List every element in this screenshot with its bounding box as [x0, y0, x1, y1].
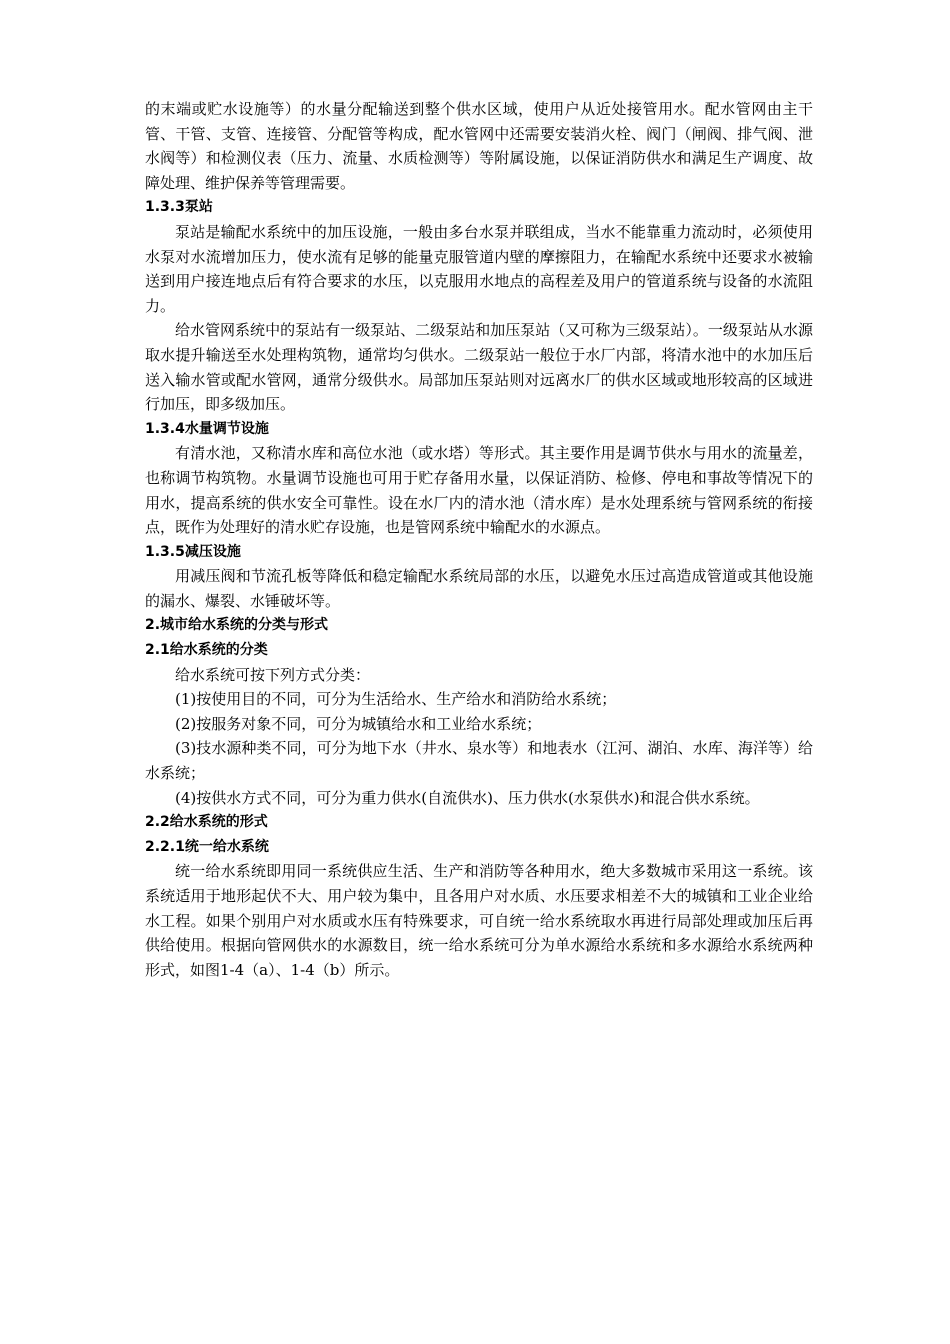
classification-item: (1)按使用目的不同，可分为生活给水、生产给水和消防给水系统；: [175, 690, 617, 709]
classification-item: (4)按供水方式不同，可分为重力供水(自流供水)、压力供水(水泵供水)和混合供水系统。: [175, 788, 760, 807]
section-heading-1-3-5: 1.3.5减压设施: [145, 543, 241, 560]
section-heading-2-2: 2.2给水系统的形式: [145, 814, 268, 831]
paragraph-unified-system: 统一给水系统即用同一系统供应生活、生产和消防等各种用水，绝大多数城市采用这一系统。该系统适用于地形起伏不大、用户较为集中，且各用户对水质、水压要求相差不大的城镇和工业企业给水工程。如果个别用户对水质或水压有特殊要求，可自统一给水系统取水再进行局部处理或加压后再供给使用。根据向管网供水的水源数目，统一给水系统可分为单水源给水系统和多水源给水系统两种形式，如图1-4（a）、1-4（b）所示。: [145, 862, 813, 979]
paragraph-pump-station-2: 给水管网系统中的泵站有一级泵站、二级泵站和加压泵站（又可称为三级泵站）。一级泵站从水源取水提升输送至水处理构筑物，通常均匀供水。二级泵站一般位于水厂内部，将清水池中的水加压后送入输水管或配水管网，通常分级供水。局部加压泵站则对远离水厂的供水区域或地形较高的区域进行加压，即多级加压。: [145, 321, 813, 414]
classification-item: (3)技水源种类不同，可分为地下水（井水、泉水等）和地表水（江河、湖泊、水库、海洋等）给水系统；: [145, 739, 813, 783]
document-page: [145, 97, 813, 982]
classification-item: (2)按服务对象不同，可分为城镇给水和工业给水系统；: [175, 714, 542, 733]
section-heading-2-1: 2.1给水系统的分类: [145, 642, 268, 659]
section-heading-2-2-1: 2.2.1统一给水系统: [145, 838, 269, 855]
intro-paragraph: 的末端或贮水设施等）的水量分配输送到整个供水区域，使用户从近处接管用水。配水管网由主干管、干管、支管、连接管、分配管等构成，配水管网中还需要安装消火栓、阀门（闸阀、排气阀、泄水阀等）和检测仪表（压力、流量、水质检测等）等附属设施，以保证消防供水和满足生产调度、故障处理、维护保养等管理需要。: [145, 100, 813, 192]
section-heading-2: 2.城市给水系统的分类与形式: [145, 617, 329, 634]
paragraph-pressure-reduction: 用减压阀和节流孔板等降低和稳定输配水系统局部的水压，以避免水压过高造成管道或其他设施的漏水、爆裂、水锤破坏等。: [145, 567, 813, 610]
section-heading-1-3-4: 1.3.4水量调节设施: [145, 420, 269, 437]
section-heading-1-3-3: 1.3.3泵站: [145, 199, 213, 216]
paragraph-regulation-facilities: 有清水池，又称清水库和高位水池（或水塔）等形式。其主要作用是调节供水与用水的流量差，也称调节构筑物。水量调节设施也可用于贮存备用水量，以保证消防、检修、停电和事故等情况下的用水，提高系统的供水安全可靠性。设在水厂内的清水池（清水库）是水处理系统与管网系统的衔接点，既作为处理好的清水贮存设施，也是管网系统中输配水的水源点。: [145, 444, 813, 537]
classification-lead: 给水系统可按下列方式分类：: [175, 665, 371, 684]
paragraph-pump-station-1: 泵站是输配水系统中的加压设施，一般由多台水泵并联组成，当水不能靠重力流动时，必须使用水泵对水流增加压力，使水流有足够的能量克服管道内壁的摩擦阻力，在输配水系统中还要求水被输送到用户接连地点后有符合要求的水压，以克服用水地点的高程差及用户的管道系统与设备的水流阻力。: [145, 222, 813, 315]
